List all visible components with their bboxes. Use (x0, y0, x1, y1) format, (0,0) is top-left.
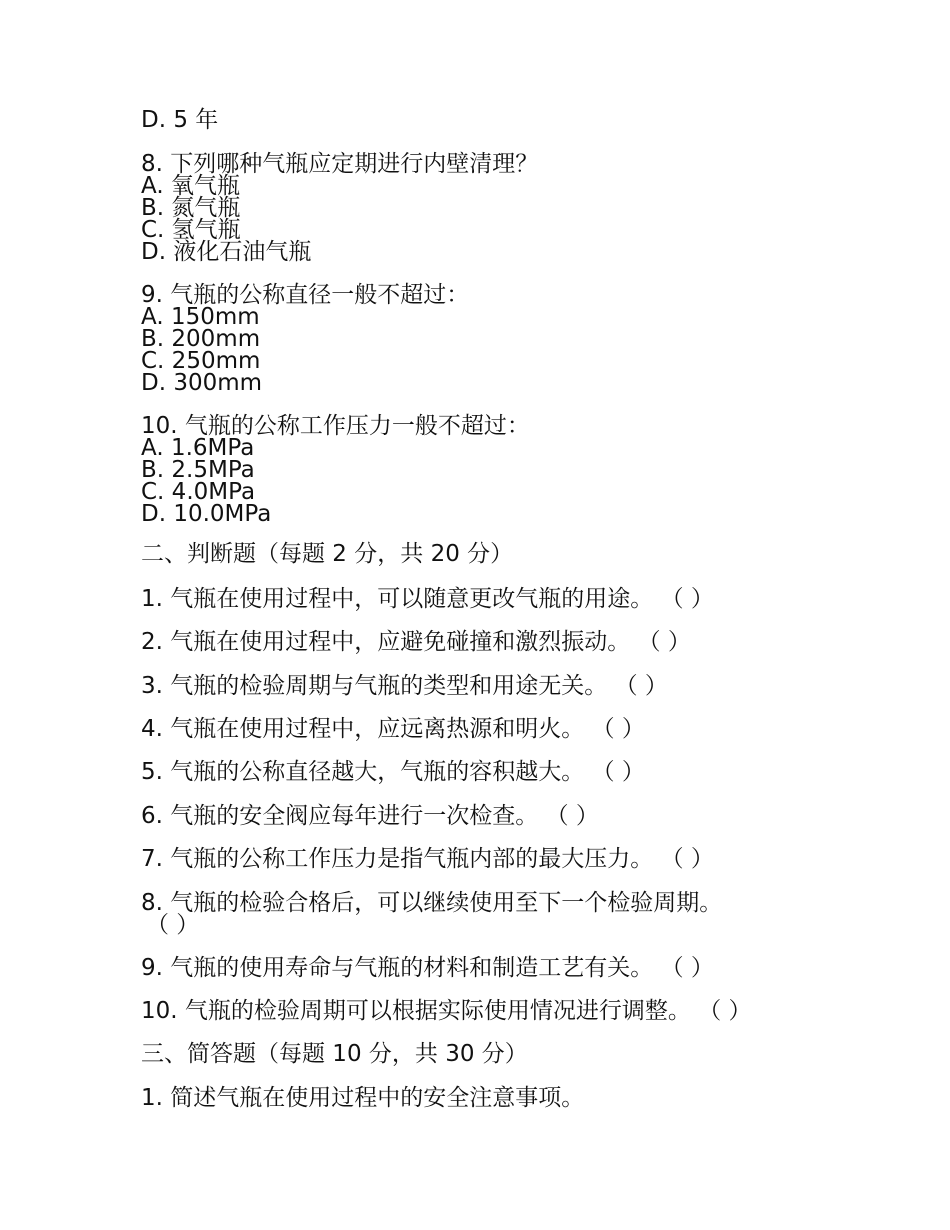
q9-option-a: A. 150mm (141, 304, 260, 330)
true-false-item-6: 6. 气瓶的安全阀应每年进行一次检查。 （ ） (141, 803, 599, 829)
true-false-item-8-blank: （ ） (146, 912, 200, 938)
true-false-item-2: 2. 气瓶在使用过程中，应避免碰撞和激烈振动。 （ ） (141, 629, 691, 655)
q7-option-d: D. 5 年 (141, 107, 219, 133)
true-false-item-10: 10. 气瓶的检验周期可以根据实际使用情况进行调整。 （ ） (141, 998, 752, 1024)
true-false-item-9: 9. 气瓶的使用寿命与气瓶的材料和制造工艺有关。 （ ） (141, 955, 714, 981)
true-false-item-5: 5. 气瓶的公称直径越大，气瓶的容积越大。 （ ） (141, 759, 645, 785)
q10-option-c: C. 4.0MPa (141, 479, 256, 505)
q8-stem: 8. 下列哪种气瓶应定期进行内壁清理？ (141, 151, 539, 177)
true-false-item-8: 8. 气瓶的检验合格后，可以继续使用至下一个检验周期。 (141, 890, 723, 916)
q10-option-a: A. 1.6MPa (141, 435, 255, 461)
q9-option-d: D. 300mm (141, 370, 263, 396)
q8-option-a: A. 氧气瓶 (141, 173, 240, 199)
q9-option-c: C. 250mm (141, 348, 261, 374)
q9-option-b: B. 200mm (141, 326, 261, 352)
section-heading-short-answer: 三、简答题（每题 10 分，共 30 分） (141, 1041, 528, 1067)
q8-option-b: B. 氮气瓶 (141, 195, 241, 221)
q10-option-d: D. 10.0MPa (141, 501, 272, 527)
short-answer-item-1: 1. 简述气瓶在使用过程中的安全注意事项。 (141, 1085, 585, 1111)
q9-stem: 9. 气瓶的公称直径一般不超过： (141, 282, 470, 308)
true-false-item-4: 4. 气瓶在使用过程中，应远离热源和明火。 （ ） (141, 716, 645, 742)
true-false-item-1: 1. 气瓶在使用过程中，可以随意更改气瓶的用途。 （ ） (141, 586, 714, 612)
true-false-item-7: 7. 气瓶的公称工作压力是指气瓶内部的最大压力。 （ ） (141, 846, 714, 872)
section-heading-true-false: 二、判断题（每题 2 分，共 20 分） (141, 541, 514, 567)
q10-stem: 10. 气瓶的公称工作压力一般不超过： (141, 413, 530, 439)
q8-option-c: C. 氢气瓶 (141, 217, 241, 243)
q8-option-d: D. 液化石油气瓶 (141, 239, 312, 265)
q10-option-b: B. 2.5MPa (141, 457, 255, 483)
true-false-item-3: 3. 气瓶的检验周期与气瓶的类型和用途无关。 （ ） (141, 673, 668, 699)
